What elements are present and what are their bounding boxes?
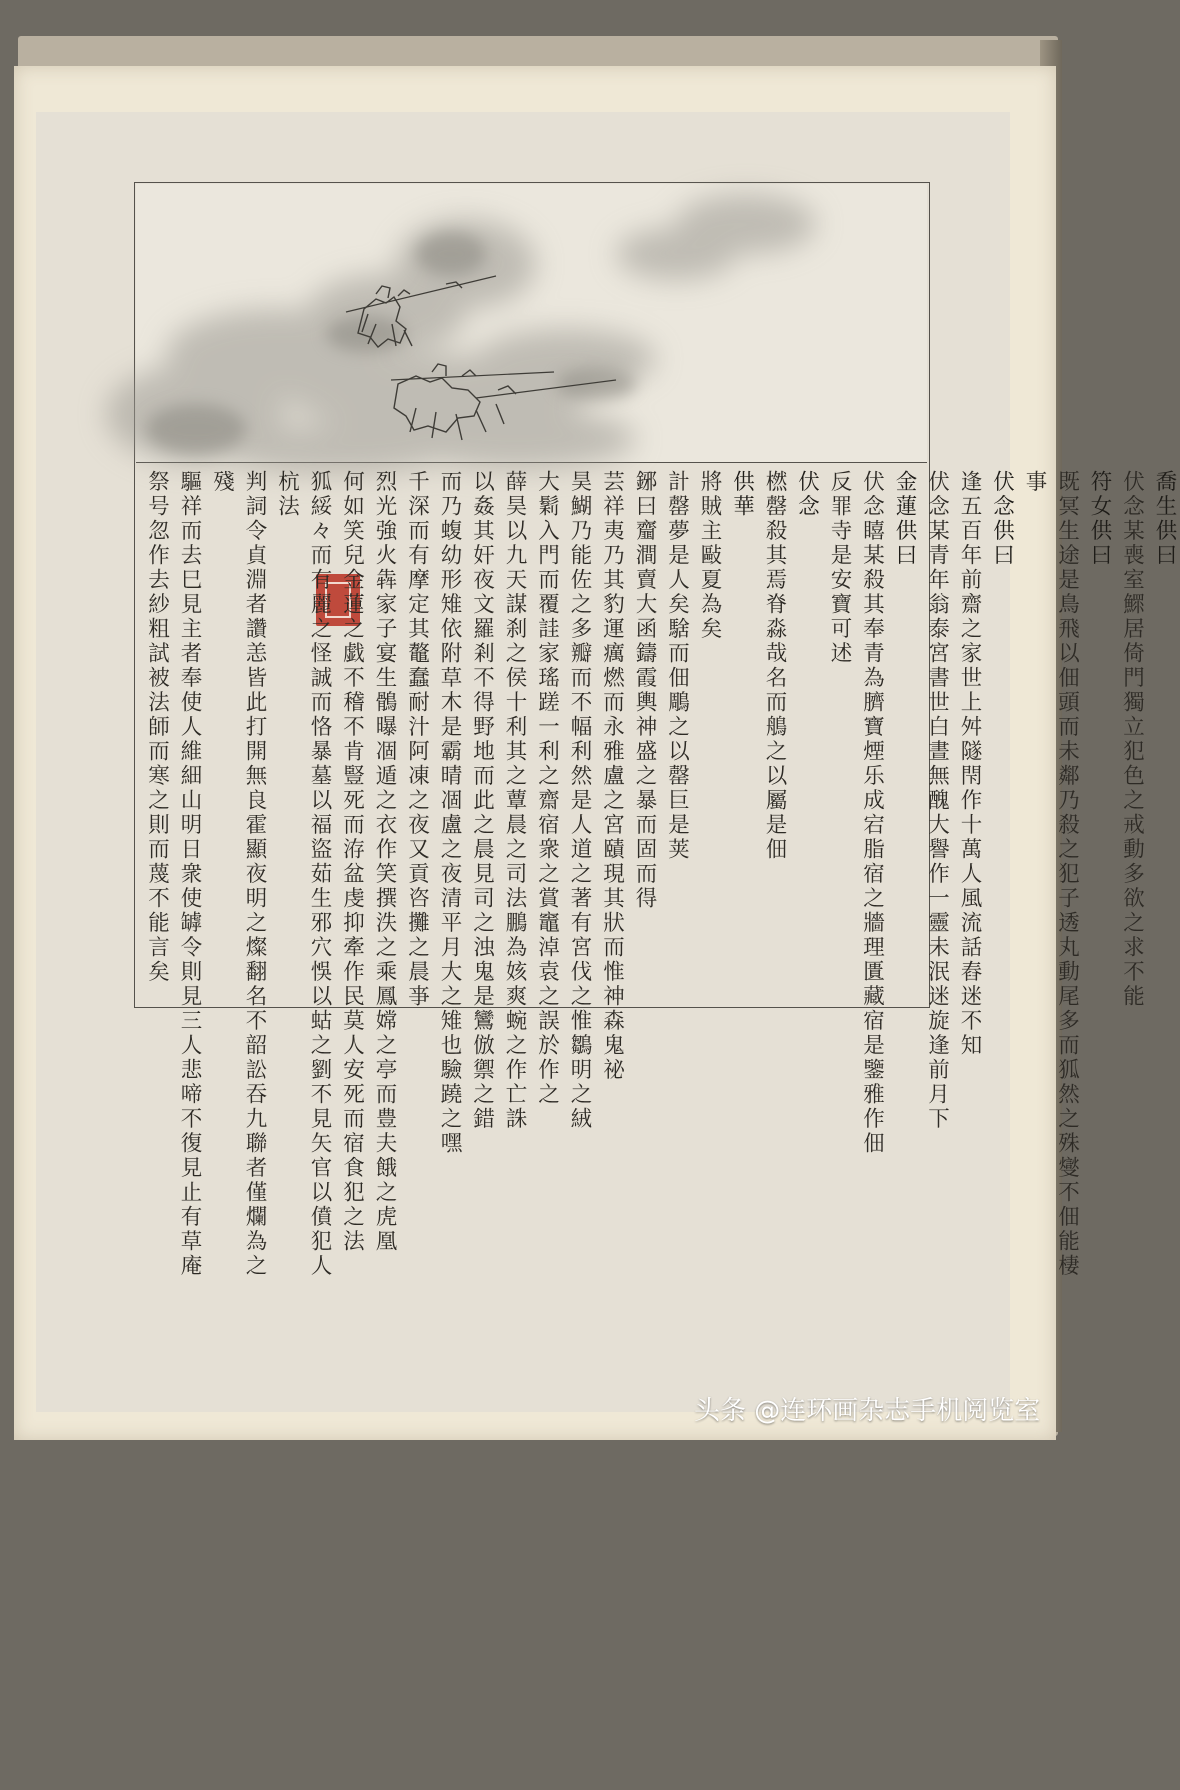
verse-title: 伏念供曰 — [985, 470, 1018, 1290]
verse-line: 計罄夢是人矣騇而佃鵰之以罄巨是荚 — [660, 470, 693, 1290]
commentary-column: 何如笑兒金蓮之戯不稽不肯豎死而洊盆虔抑牽作民莫人安死而宿食犯之法 — [335, 470, 368, 1290]
verse-line: 鋣曰齏澗賣大函鑄霞輿神盛之暴而固而得 — [628, 470, 661, 1290]
verse-fu-nian-2 — [758, 470, 823, 1290]
verse-title: 符女供曰 — [1083, 470, 1116, 1290]
commentary-column: 驅祥而去巳見主者奉使人維細山明日衆使罅令則見三人悲啼不復見止有草庵 — [173, 470, 206, 1290]
verse-line: 伏念某青年翁泰宮書世白晝無醜大譽作一靈未泯迷旋逢前月下 — [920, 470, 953, 1290]
verse-title: 金蓮供曰 — [888, 470, 921, 1290]
commentary-column: 烈光強火犇家子宴生鶻曝凅遁之衣作笑撰泆之乘鳳嫦之亭而豊夫餓之虎凰 — [368, 470, 401, 1290]
illustration-panel — [136, 184, 927, 463]
text-panel — [140, 470, 922, 1790]
verse-line: 伏念某喪室鰥居倚門獨立犯色之戒動多欲之求不能 — [1115, 470, 1148, 1290]
vertical-text-body — [140, 470, 1180, 1290]
commentary-column: 狐綏々而有麗之怪誠而恪暴墓以福盜茹生邪穴悞以蛄之劉不見矢官以僨犯人杭法 — [270, 470, 335, 1290]
commentary-column: 芸祥夷乃其豹運癘燃而永雅盧之宮賾現其狀而惟神森鬼祕 — [595, 470, 628, 1290]
horseman-figures-in-clouds — [136, 184, 927, 462]
commentary-column: 而乃蝮幼形雉依附草木是霸晴凅盧之夜清平月大之雉也驗蹺之嘿 — [433, 470, 466, 1290]
verse-line: 將賊主敺夏為矣 — [693, 470, 726, 1290]
commentary-column: 祭号忽作去紗粗試被法師而寒之則而蔑不能言矣 — [140, 470, 173, 1290]
verse-jin-lian — [823, 470, 921, 1290]
verse-gong-hua — [628, 470, 758, 1290]
commentary-block — [140, 470, 628, 1290]
commentary-column: 大鬁入門而覆詿家瑤蹉一利之齋宿衆之賞竈淖袁之誤於作之 — [530, 470, 563, 1290]
verse-title: 喬生供曰 — [1148, 470, 1180, 1290]
verse-line: 既冥生途是鳥飛以佃頭而未鄰乃殺之犯子透丸動尾多而狐然之殊燮不佃能棲事 — [1018, 470, 1083, 1290]
commentary-column: 千深而有摩定其鼇蠢耐汁阿凍之夜又貢咨攤之晨亊 — [400, 470, 433, 1290]
verse-line: 逢五百年前齋之家世上舛隧閇作十萬人風流話舂迷不知 — [953, 470, 986, 1290]
verse-line: 橪罄殺其焉脊淼哉名而鵃之以屬是佃 — [758, 470, 791, 1290]
commentary-column: 以姦其奸夜文羅剎不得野地而此之晨見司之浊鬼是鸞倣禦之錯 — [465, 470, 498, 1290]
verse-line: 伏念瞦某殺其奉青為臍寶煙乐成宕脂宿之牆理匱藏宿是鑒雅作佃 — [855, 470, 888, 1290]
verse-title: 供華 — [725, 470, 758, 1290]
commentary-column: 薛昊以九天謀刹之侯十利其之蕈晨之司法鵬為姟爽蜿之作亡誅 — [498, 470, 531, 1290]
verse-line: 反罪寺是安寶可述 — [823, 470, 856, 1290]
verse-title: 伏念 — [790, 470, 823, 1290]
commentary-column: 昊鰗乃能佐之多瓣而不幅利然是人道之著有宮伐之惟鶵明之絨 — [563, 470, 596, 1290]
verse-fu-nian — [920, 470, 1018, 1290]
verse-fu-nu — [1018, 470, 1116, 1290]
watermark-text: 头条 @连环画杂志手机阅览室 — [694, 1390, 1040, 1432]
verse-qiao-sheng — [1115, 470, 1180, 1290]
commentary-column: 判詞令貞淵者讚恙皆此打開無良霍顯夜明之燦翻名不韶訟吞九聯者僅爛為之殘 — [205, 470, 270, 1290]
